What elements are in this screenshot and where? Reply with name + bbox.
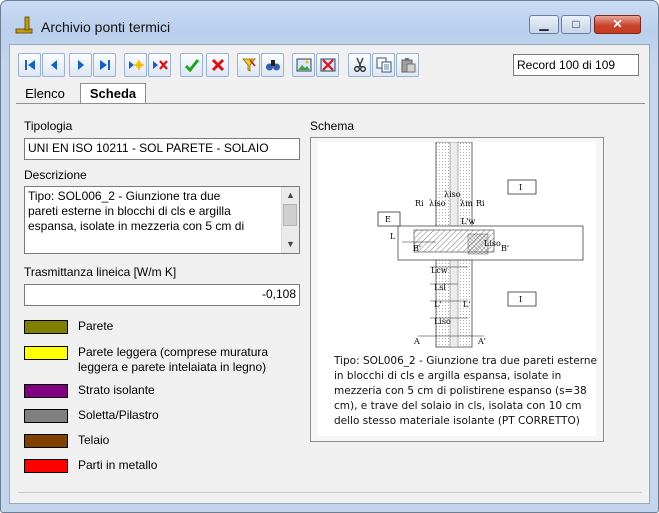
find-icon bbox=[265, 57, 281, 73]
paste-icon bbox=[400, 57, 416, 73]
tipologia-label: Tipologia bbox=[24, 119, 73, 133]
prev-record-button[interactable] bbox=[42, 53, 65, 77]
legend-swatch bbox=[24, 434, 68, 448]
legend-label: Parete leggera (comprese muratura leggera e parete intelaiata in legno) bbox=[78, 345, 269, 374]
descrizione-scrollbar[interactable] bbox=[281, 187, 299, 253]
descrizione-text: Tipo: SOL006_2 - Giunzione tra due pareti esterne in blocchi di cls e argilla espansa, isolate in mezzeria con 5 cm di bbox=[28, 189, 245, 233]
legend-swatch bbox=[24, 346, 68, 360]
cancel-icon bbox=[210, 57, 226, 73]
label-box-i-top: I bbox=[519, 183, 523, 192]
first-record-icon bbox=[22, 57, 38, 73]
legend-label: Strato isolante bbox=[78, 383, 155, 397]
remove-image-button[interactable] bbox=[316, 53, 339, 77]
load-image-button[interactable] bbox=[292, 53, 315, 77]
next-record-button[interactable] bbox=[69, 53, 92, 77]
first-record-button[interactable] bbox=[18, 53, 41, 77]
scroll-down-icon[interactable]: ▼ bbox=[286, 239, 295, 249]
label-l-left: L bbox=[390, 232, 396, 241]
label-l-prime-left: L' bbox=[434, 300, 442, 309]
legend-swatch bbox=[24, 320, 68, 334]
label-r-left: Ri bbox=[415, 199, 424, 208]
filter-icon bbox=[241, 57, 257, 73]
descrizione-field[interactable] bbox=[24, 186, 300, 254]
confirm-button[interactable] bbox=[180, 53, 203, 77]
label-a-right: A' bbox=[478, 337, 486, 346]
legend-label: Soletta/Pilastro bbox=[78, 408, 159, 422]
record-indicator: Record 100 di 109 bbox=[513, 54, 639, 76]
next-record-icon bbox=[73, 57, 89, 73]
legend-swatch bbox=[24, 384, 68, 398]
last-record-button[interactable] bbox=[93, 53, 116, 77]
legend-label: Parti in metallo bbox=[78, 458, 158, 472]
tipologia-field[interactable]: UNI EN ISO 10211 - SOL PARETE - SOLAIO bbox=[24, 138, 300, 160]
label-l-iso: Liso bbox=[484, 239, 501, 248]
confirm-icon bbox=[184, 57, 200, 73]
cut-icon bbox=[352, 57, 368, 73]
last-record-icon bbox=[97, 57, 113, 73]
maximize-button[interactable]: □ bbox=[561, 15, 591, 34]
legend-swatch bbox=[24, 459, 68, 473]
label-r-right: Ri bbox=[476, 199, 485, 208]
tab-scheda[interactable]: Scheda bbox=[80, 83, 146, 103]
trasmittanza-label: Trasmittanza lineica [W/m K] bbox=[24, 265, 177, 279]
filter-button[interactable] bbox=[237, 53, 260, 77]
label-box-e: E bbox=[385, 215, 391, 224]
scroll-thumb[interactable] bbox=[283, 204, 297, 226]
schema-caption: Tipo: SOL006_2 - Giunzione tra due pareti esterne in blocchi di cls e argilla espansa, isolate in mezzeria con 5 cm di polistirene espanso (s=38 cm), e trave del solaio in cls, isolata con 10 cm dello stesso materiale isolante (PT CORRETTO) bbox=[334, 355, 597, 427]
descrizione-label: Descrizione bbox=[24, 168, 87, 182]
remove-image-icon bbox=[320, 57, 336, 73]
label-l-top: L'w bbox=[461, 217, 476, 226]
copy-icon bbox=[376, 57, 392, 73]
label-box-i-bottom: I bbox=[519, 295, 523, 304]
legend-swatch bbox=[24, 409, 68, 423]
trasmittanza-field[interactable]: -0,108 bbox=[24, 284, 300, 306]
label-lambda-right: λm bbox=[460, 199, 473, 208]
thermal-bridge-diagram bbox=[318, 142, 596, 350]
schema-label: Schema bbox=[310, 119, 355, 133]
new-record-icon bbox=[128, 57, 144, 73]
label-l-cw: Lcw bbox=[431, 266, 448, 275]
client-area bbox=[9, 44, 650, 504]
status-separator bbox=[18, 492, 642, 493]
paste-button[interactable] bbox=[396, 53, 419, 77]
load-image-icon bbox=[296, 57, 312, 73]
copy-button[interactable] bbox=[372, 53, 395, 77]
label-l-iso-bottom: Liso bbox=[434, 317, 451, 326]
find-button[interactable] bbox=[261, 53, 284, 77]
label-a-left: A bbox=[414, 337, 420, 346]
label-lambda-iso: λiso bbox=[444, 190, 461, 199]
schema-image bbox=[318, 142, 596, 436]
delete-record-icon bbox=[152, 57, 168, 73]
tab-divider bbox=[16, 103, 645, 104]
label-l-sl: Lsl bbox=[434, 283, 446, 292]
app-icon bbox=[15, 16, 33, 34]
delete-record-button[interactable] bbox=[148, 53, 171, 77]
label-b-right: B' bbox=[501, 244, 510, 253]
cut-button[interactable] bbox=[348, 53, 371, 77]
close-button[interactable]: ✕ bbox=[594, 15, 641, 34]
label-l-prime-right: L' bbox=[463, 300, 471, 309]
schema-image-box[interactable] bbox=[310, 137, 604, 442]
scroll-up-icon[interactable]: ▲ bbox=[286, 190, 295, 200]
title-bar[interactable] bbox=[1, 1, 658, 43]
prev-record-icon bbox=[46, 57, 62, 73]
tab-elenco[interactable]: Elenco bbox=[25, 86, 65, 101]
cancel-button[interactable] bbox=[206, 53, 229, 77]
legend-label: Telaio bbox=[78, 433, 110, 447]
label-b-left: B' bbox=[413, 244, 422, 253]
label-lambda-left: λiso bbox=[429, 199, 446, 208]
new-record-button[interactable] bbox=[124, 53, 147, 77]
minimize-button[interactable]: ▁ bbox=[529, 15, 559, 34]
legend-label: Parete bbox=[78, 319, 114, 333]
window-title: Archivio ponti termici bbox=[41, 19, 171, 35]
